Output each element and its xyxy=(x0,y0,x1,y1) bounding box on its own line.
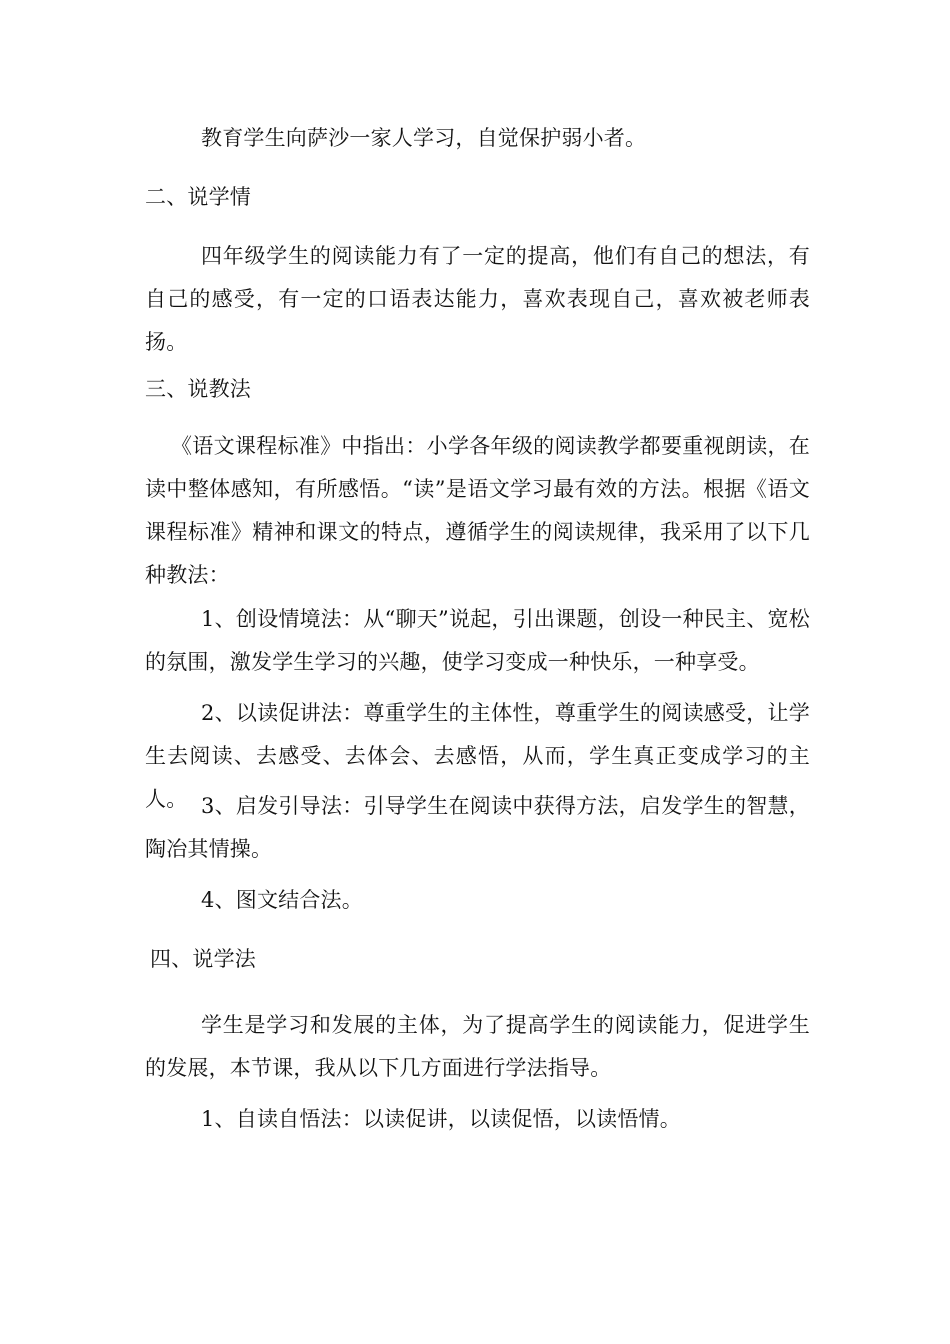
section-heading-learning-methods: 四、说学法 xyxy=(150,947,256,971)
paragraph-learning-methods: 学生是学习和发展的主体，为了提高学生的阅读能力，促进学生的发展，本节课，我从以下几方面进行学法指导。 xyxy=(145,1013,810,1080)
teaching-method-2: 2、以读促讲法：尊重学生的主体性，尊重学生的阅读感受，让学生去阅读、去感受、去体会、去感悟，从而，学生真正变成学习的主人。 xyxy=(145,701,810,811)
paragraph-moral-goal: 教育学生向萨沙一家人学习，自觉保护弱小者。 xyxy=(201,126,647,150)
section-heading-learner-analysis: 二、说学情 xyxy=(145,185,251,209)
section-heading-teaching-methods: 三、说教法 xyxy=(145,377,251,401)
learning-method-1: 1、自读自悟法：以读促讲，以读促悟，以读悟情。 xyxy=(201,1107,681,1131)
teaching-method-3: 3、启发引导法：引导学生在阅读中获得方法，启发学生的智慧，陶冶其情操。 xyxy=(145,794,810,861)
teaching-method-1: 1、创设情境法：从“聊天”说起，引出课题，创设一种民主、宽松的氛围，激发学生学习的兴趣，使学习变成一种快乐，一种享受。 xyxy=(145,607,810,674)
paragraph-learner-analysis: 四年级学生的阅读能力有了一定的提高，他们有自己的想法，有自己的感受，有一定的口语表达能力，喜欢表现自己，喜欢被老师表扬。 xyxy=(145,244,810,354)
paragraph-curriculum-standard: 《语文课程标准》中指出：小学各年级的阅读教学都要重视朗读，在读中整体感知，有所感悟。“读”是语文学习最有效的方法。根据《语文课程标准》精神和课文的特点，遵循学生的阅读规律，我采用了以下几种教法： xyxy=(145,434,810,587)
teaching-method-4: 4、图文结合法。 xyxy=(201,888,363,912)
